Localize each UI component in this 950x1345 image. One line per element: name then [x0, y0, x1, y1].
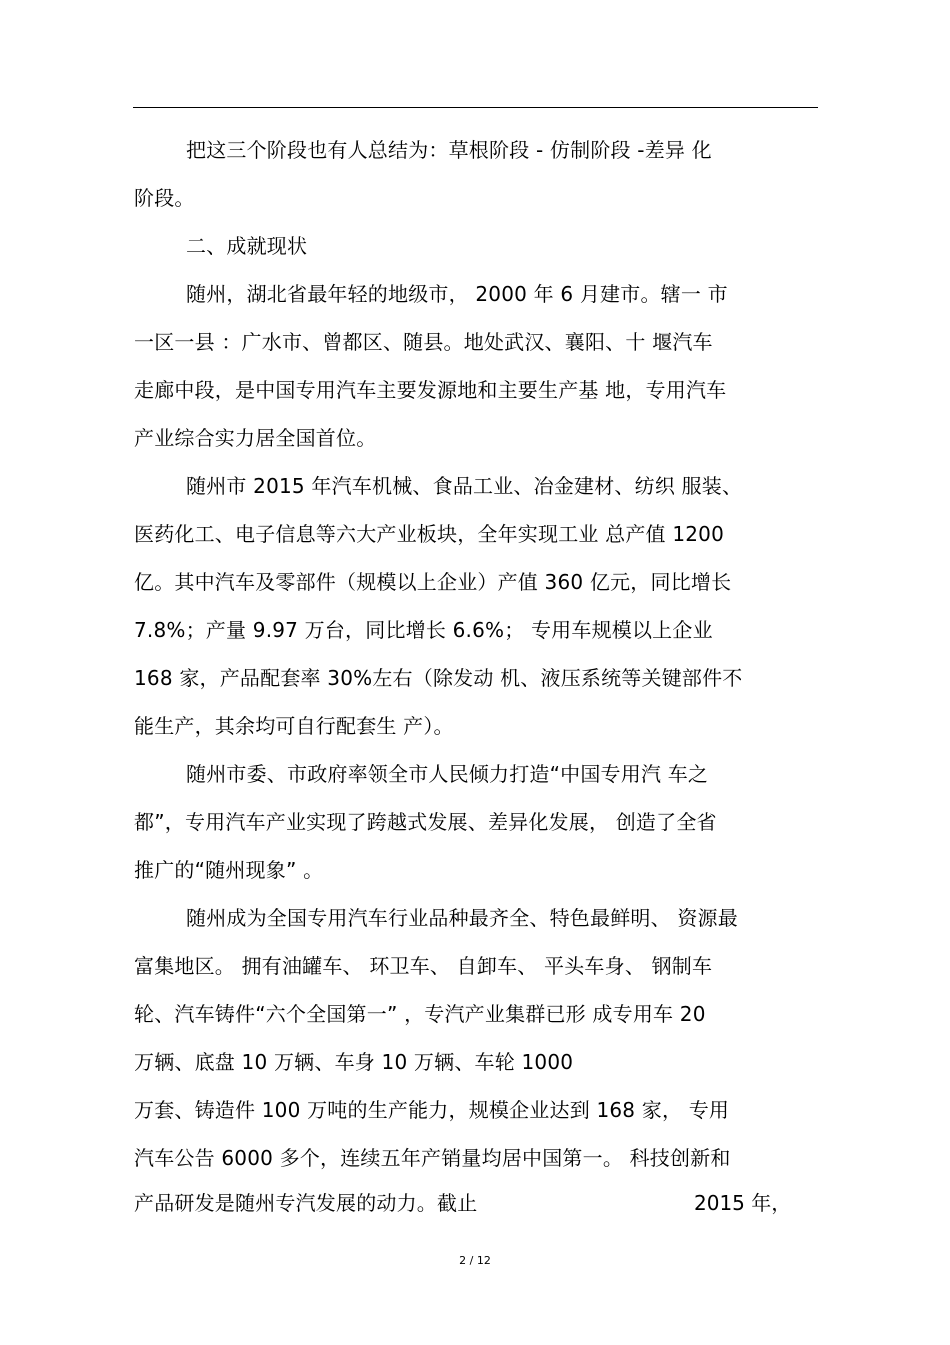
text-line: 万辆、底盘 10 万辆、车身 10 万辆、车轮 1000 — [134, 1050, 574, 1074]
text-line: 产品研发是随州专汽发展的动力。截止 — [134, 1191, 478, 1215]
text-line: 随州市委、市政府率领全市人民倾力打造“中国专用汽 车之 — [186, 762, 709, 786]
text-line: 能生产，其余均可自行配套生 产）。 — [134, 714, 454, 738]
text-line: 轮、汽车铸件“六个全国第一” ，专汽产业集群已形 成专用车 20 — [134, 1002, 706, 1026]
text-line: 医药化工、电子信息等六大产业板块，全年实现工业 总产值 1200 — [134, 522, 725, 546]
text-line: 随州市 2015 年汽车机械、食品工业、冶金建材、纺织 服装、 — [186, 474, 743, 498]
text-line: 一区一县 ：广水市、曾都区、随县。地处武汉、襄阳、十 堰汽车 — [134, 330, 713, 354]
text-line: 随州成为全国专用汽车行业品种最齐全、特色最鲜明、 资源最 — [186, 906, 738, 930]
text-line: 随州，湖北省最年轻的地级市， 2000 年 6 月建市。辖一 市 — [186, 282, 728, 306]
header-rule — [133, 107, 818, 108]
text-line: 都”，专用汽车产业实现了跨越式发展、差异化发展， 创造了全省 — [134, 810, 717, 834]
section-heading: 二、成就现状 — [186, 234, 308, 258]
text-line: 产业综合实力居全国首位。 — [134, 426, 377, 450]
text-line: 7.8%；产量 9.97 万台，同比增长 6.6%； 专用车规模以上企业 — [134, 618, 713, 642]
text-line-tail: 2015 年， — [694, 1191, 792, 1215]
page-number: 2 / 12 — [459, 1254, 491, 1267]
text-line: 推广的“随州现象” 。 — [134, 858, 324, 882]
text-line: 走廊中段，是中国专用汽车主要发源地和主要生产基 地，专用汽车 — [134, 378, 727, 402]
text-line: 168 家，产品配套率 30%左右（除发动 机、液压系统等关键部件不 — [134, 666, 743, 690]
text-line: 阶段。 — [134, 186, 195, 210]
text-line: 汽车公告 6000 多个，连续五年产销量均居中国第一。 科技创新和 — [134, 1146, 731, 1170]
text-line: 万套、铸造件 100 万吨的生产能力，规模企业达到 168 家， 专用 — [134, 1098, 730, 1122]
text-line: 富集地区。 拥有油罐车、 环卫车、 自卸车、 平头车身、 钢制车 — [134, 954, 713, 978]
text-line: 把这三个阶段也有人总结为：草根阶段 - 仿制阶段 -差异 化 — [186, 138, 712, 162]
text-line: 亿。其中汽车及零部件（规模以上企业）产值 360 亿元，同比增长 — [134, 570, 732, 594]
